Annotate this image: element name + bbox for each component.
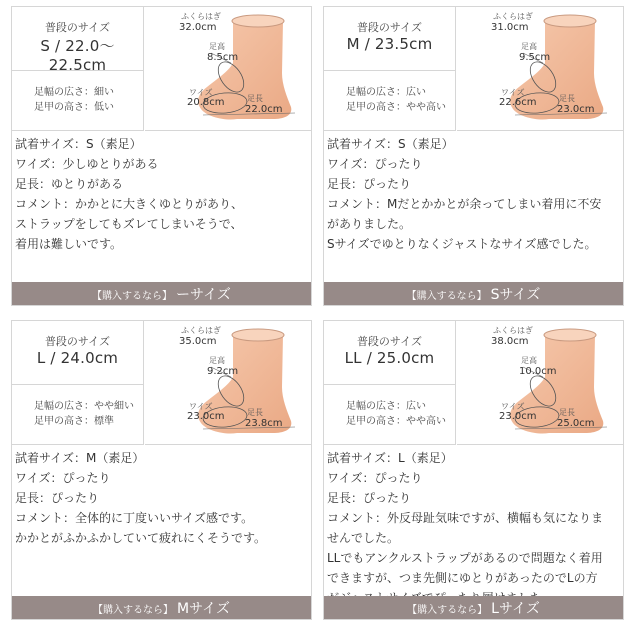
size-review-card: [11, 320, 312, 620]
foot-illustration: [457, 321, 623, 445]
instep-label: 足高: [209, 42, 225, 51]
instep-height-info: 足甲の高さ：やや高い: [346, 102, 446, 113]
review-line: コメント：かかとに大きくゆとりがあり、: [15, 197, 244, 211]
calf-label: ふくらはぎ: [181, 326, 221, 335]
fitting-review: [324, 131, 623, 283]
width-label: ワイズ: [501, 402, 525, 411]
calf-value: 38.0cm: [491, 336, 529, 347]
foot-measurement-diagram: [145, 321, 311, 445]
usual-size-label: 普段のサイズ: [356, 21, 423, 34]
usual-size-panel: [12, 7, 144, 131]
calf-value: 35.0cm: [179, 336, 217, 347]
foot-width-info: 足幅の広さ：細い: [34, 87, 114, 98]
foot-illustration: [145, 321, 311, 445]
purchase-recommendation-bar: [12, 596, 311, 619]
foot-measurement-diagram: [457, 321, 623, 445]
fitting-review: [12, 131, 311, 283]
usual-size-value: LL / 25.0cm: [344, 349, 435, 367]
usual-size-label: 普段のサイズ: [44, 335, 111, 348]
size-review-card: [323, 320, 624, 620]
instep-value: 9.2cm: [207, 366, 239, 377]
instep-label: 足高: [209, 356, 225, 365]
length-value: 23.8cm: [245, 418, 283, 429]
calf-label: ふくらはぎ: [493, 326, 533, 335]
divider: [12, 384, 143, 385]
instep-height-info: 足甲の高さ：標準: [34, 416, 114, 427]
fitting-review: [12, 445, 311, 597]
usual-size-value: L / 24.0cm: [36, 349, 119, 367]
review-line: 着用は難しいです。: [15, 237, 123, 251]
length-label: 足長: [559, 408, 575, 417]
review-line: LLでもアンクルストラップがあるので問題なく着用: [327, 551, 603, 565]
foot-illustration: [145, 7, 311, 131]
instep-value: 9.5cm: [519, 52, 551, 63]
usual-size-label: 普段のサイズ: [356, 335, 423, 348]
width-label: ワイズ: [189, 402, 213, 411]
review-line: 試着サイズ：M（素足）: [15, 451, 145, 465]
divider: [324, 70, 455, 71]
purchase-label: 【購入するなら】: [93, 605, 174, 616]
instep-label: 足高: [521, 356, 537, 365]
calf-value: 32.0cm: [179, 22, 217, 33]
review-line: 足長：ぴったり: [15, 491, 100, 505]
calf-label: ふくらはぎ: [181, 12, 221, 21]
review-line: かかとがふかふかしていて疲れにくそうです。: [15, 531, 267, 545]
width-label: ワイズ: [501, 88, 525, 97]
review-line: 足長：ぴったり: [327, 177, 412, 191]
recommended-size: Mサイズ: [177, 601, 230, 617]
review-line: せんでした。: [327, 531, 400, 545]
review-line: ワイズ：ぴったり: [327, 471, 423, 485]
width-value: 23.0cm: [187, 411, 225, 422]
review-line: 足長：ゆとりがある: [15, 177, 124, 191]
recommended-size: Lサイズ: [491, 601, 540, 617]
usual-size-value: S / 22.0〜22.5cm: [40, 37, 115, 74]
review-line: 試着サイズ：L（素足）: [327, 451, 453, 465]
calf-label: ふくらはぎ: [493, 12, 533, 21]
review-line: ワイズ：ぴったり: [15, 471, 111, 485]
divider: [12, 70, 143, 71]
review-line: ストラップをしてもズレてしまいそうで、: [15, 217, 243, 231]
usual-size-value: M / 23.5cm: [346, 35, 433, 53]
calf-ellipse: [544, 329, 596, 341]
length-value: 22.0cm: [245, 104, 283, 115]
foot-illustration: [457, 7, 623, 131]
review-line: 試着サイズ：S（素足）: [15, 137, 142, 151]
length-label: 足長: [559, 94, 575, 103]
review-line: がありました。: [327, 217, 412, 231]
foot-measurement-diagram: [457, 7, 623, 131]
calf-ellipse: [544, 15, 596, 27]
review-line: ワイズ：ぴったり: [327, 157, 423, 171]
purchase-label: 【購入するなら】: [407, 605, 488, 616]
purchase-recommendation-bar: [324, 596, 623, 619]
instep-label: 足高: [521, 42, 537, 51]
review-line: コメント：外反母趾気味ですが、横幅も気になりま: [327, 511, 604, 525]
instep-value: 8.5cm: [207, 52, 239, 63]
width-label: ワイズ: [189, 88, 213, 97]
instep-height-info: 足甲の高さ：低い: [34, 102, 114, 113]
foot-width-info: 足幅の広さ：広い: [346, 87, 426, 98]
purchase-recommendation-bar: [324, 282, 623, 305]
review-line: Sサイズでゆとりなくジャストなサイズ感でした。: [327, 237, 597, 251]
divider: [324, 384, 455, 385]
review-line: コメント：全体的に丁度いいサイズ感です。: [15, 511, 254, 525]
usual-size-panel: [324, 321, 456, 445]
review-line: 試着サイズ：S（素足）: [327, 137, 454, 151]
review-line: できますが、つま先側にゆとりがあったのでLの方: [327, 571, 598, 585]
usual-size-panel: [12, 321, 144, 445]
width-value: 23.0cm: [499, 411, 537, 422]
purchase-label: 【購入するなら】: [406, 291, 487, 302]
calf-ellipse: [232, 15, 284, 27]
recommended-size: Sサイズ: [490, 287, 541, 303]
usual-size-label: 普段のサイズ: [44, 21, 111, 34]
size-review-card: [323, 6, 624, 306]
calf-value: 31.0cm: [491, 22, 529, 33]
usual-size-panel: [324, 7, 456, 131]
review-line: コメント：Mだとかかとが余ってしまい着用に不安: [327, 197, 602, 211]
width-value: 20.8cm: [187, 97, 225, 108]
size-review-card: [11, 6, 312, 306]
length-value: 23.0cm: [557, 104, 595, 115]
fitting-review: [324, 445, 623, 597]
length-value: 25.0cm: [557, 418, 595, 429]
calf-ellipse: [232, 329, 284, 341]
review-line: ワイズ：少しゆとりがある: [15, 157, 159, 171]
recommended-size: ーサイズ: [176, 287, 231, 303]
purchase-recommendation-bar: [12, 282, 311, 305]
foot-width-info: 足幅の広さ：やや細い: [34, 401, 134, 412]
foot-measurement-diagram: [145, 7, 311, 131]
length-label: 足長: [247, 408, 263, 417]
foot-width-info: 足幅の広さ：広い: [346, 401, 426, 412]
length-label: 足長: [247, 94, 263, 103]
review-line: 足長：ぴったり: [327, 491, 412, 505]
instep-value: 10.0cm: [519, 366, 557, 377]
instep-height-info: 足甲の高さ：やや高い: [346, 416, 446, 427]
purchase-label: 【購入するなら】: [92, 291, 173, 302]
width-value: 22.6cm: [499, 97, 537, 108]
